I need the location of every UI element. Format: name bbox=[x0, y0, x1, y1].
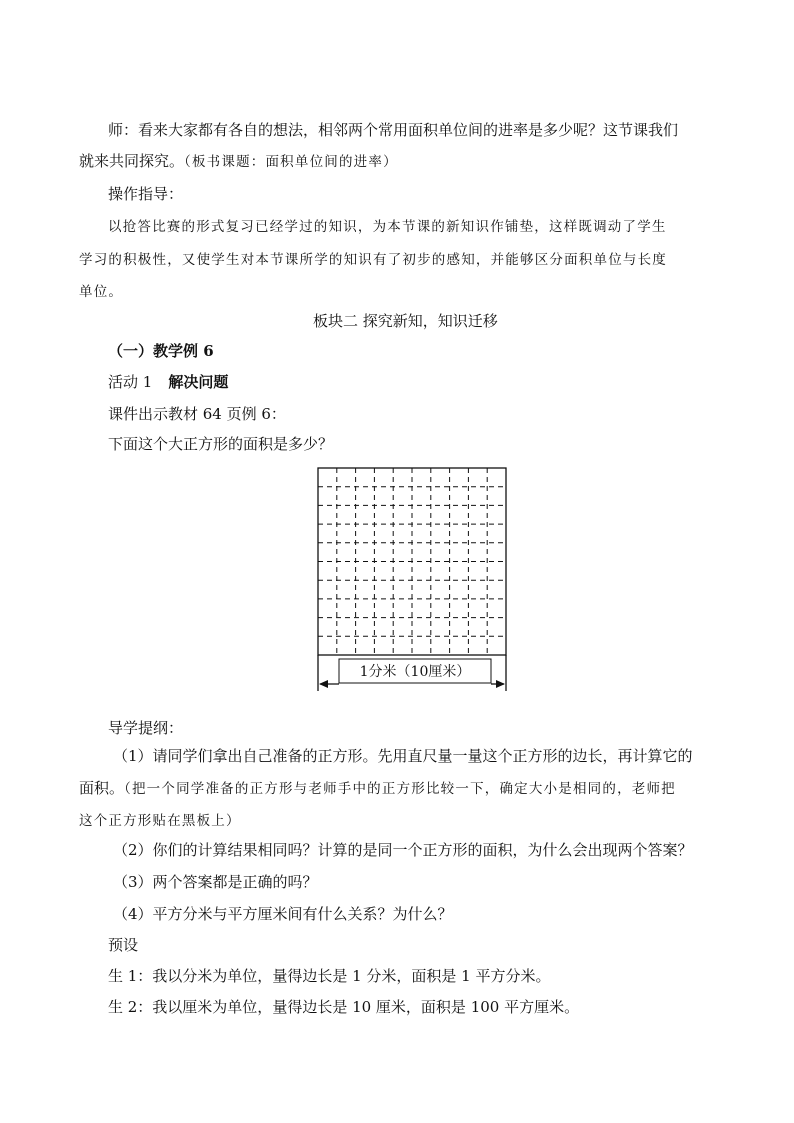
subsection-heading: （一）教学例 6 bbox=[108, 342, 214, 360]
question-1-line-2 bbox=[79, 777, 676, 798]
board-title-note: （板书课题：面积单位间的进率） bbox=[184, 154, 398, 170]
guide-line-2: 学习的积极性，又使学生对本节课所学的知识有了初步的感知，并能够区分面积单位与长度 bbox=[79, 252, 667, 268]
dimension-label: 1分米（10厘米） bbox=[359, 664, 471, 680]
question-1-line-3: 这个正方形贴在黑板上） bbox=[79, 813, 241, 829]
student-1-answer: 生 1：我以分米为单位，量得边长是 1 分米，面积是 1 平方分米。 bbox=[108, 967, 551, 985]
question-1-note: （把一个同学准备的正方形与老师手中的正方形比较一下，确定大小是相同的，老师把 bbox=[124, 781, 676, 797]
activity-name: 解决问题 bbox=[168, 373, 229, 391]
activity-number: 活动 1 bbox=[108, 373, 153, 391]
square-grid-figure bbox=[315, 466, 511, 694]
paragraph-line-1: 师：看来大家都有各自的想法，相邻两个常用面积单位间的进率是多少呢？这节课我们 bbox=[108, 121, 679, 139]
guide-line-1: 以抢答比赛的形式复习已经学过的知识，为本节课的新知识作铺垫，这样既调动了学生 bbox=[108, 219, 667, 235]
question-3: （3）两个答案都是正确的吗？ bbox=[113, 873, 318, 891]
operation-guide-label: 操作指导： bbox=[108, 185, 184, 203]
question-line: 下面这个大正方形的面积是多少？ bbox=[108, 435, 334, 453]
section-title: 板块二 探究新知，知识迁移 bbox=[313, 312, 498, 330]
grid-lines bbox=[318, 468, 506, 655]
arrow-right-icon bbox=[496, 680, 505, 688]
question-1-text: 面积。 bbox=[79, 779, 125, 797]
paragraph-line-2-text: 就来共同探究。 bbox=[79, 152, 185, 170]
question-4: （4）平方分米与平方厘米间有什么关系？为什么？ bbox=[113, 905, 453, 923]
guide-outline-label: 导学提纲： bbox=[108, 719, 184, 737]
question-2: （2）你们的计算结果相同吗？计算的是同一个正方形的面积，为什么会出现两个答案？ bbox=[113, 841, 693, 859]
question-1-line-1: （1）请同学们拿出自己准备的正方形。先用直尺量一量这个正方形的边长，再计算它的 bbox=[113, 747, 693, 765]
preset-label: 预设 bbox=[108, 936, 139, 954]
paragraph-line-2 bbox=[79, 150, 398, 171]
courseware-line: 课件出示教材 64 页例 6： bbox=[108, 405, 286, 423]
student-2-answer: 生 2：我以厘米为单位，量得边长是 10 厘米，面积是 100 平方厘米。 bbox=[108, 998, 580, 1016]
activity-heading bbox=[108, 371, 228, 392]
arrow-left-icon bbox=[319, 680, 328, 688]
guide-line-3: 单位。 bbox=[79, 284, 124, 300]
